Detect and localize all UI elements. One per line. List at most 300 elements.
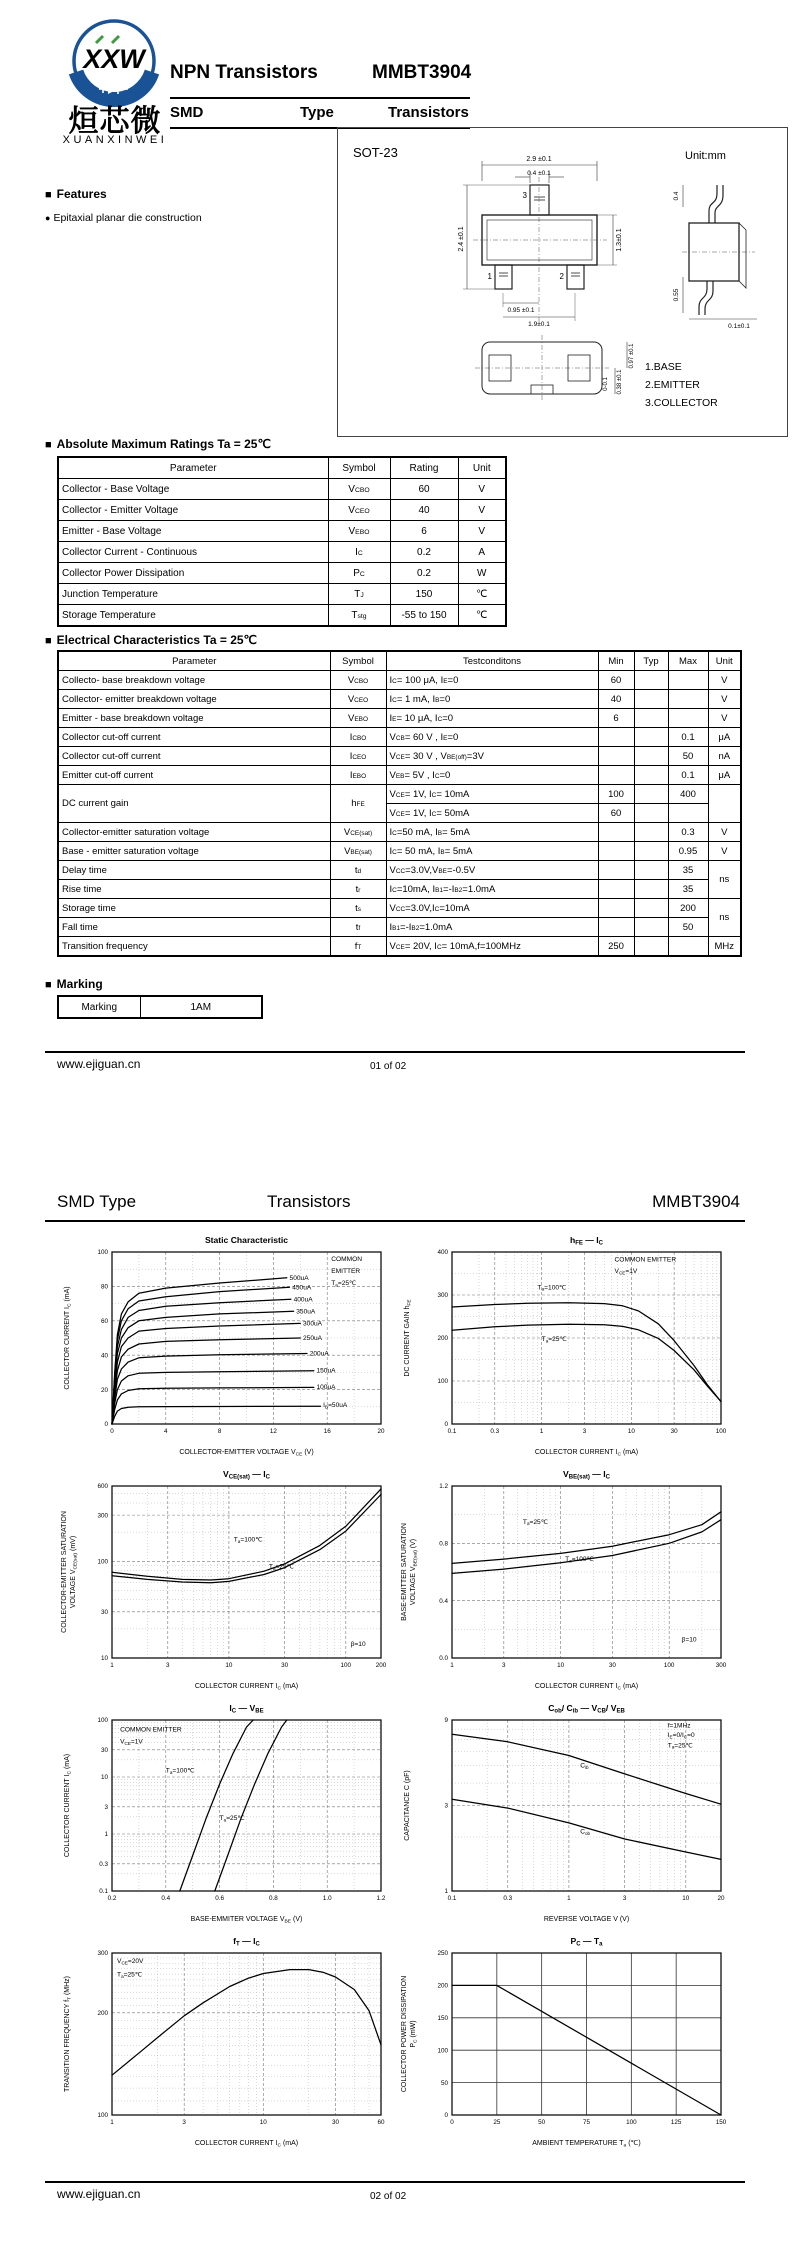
- amr-table-cell: Collector - Base Voltage: [58, 479, 328, 500]
- ec-table-header-cell: Symbol: [330, 651, 386, 671]
- y-tick-label: 0.0: [439, 1655, 448, 1663]
- ec-table-cell: [634, 785, 668, 804]
- series-line-ib-50ua: [112, 1406, 321, 1424]
- y-tick-label: 9: [444, 1717, 448, 1725]
- logo-mark-text: XXW: [83, 44, 145, 74]
- chart-ylabel: COLLECTOR CURRENT IC (mA): [64, 1753, 73, 1858]
- ec-table-cell: 60: [598, 671, 634, 690]
- ec-table-cell: [634, 918, 668, 937]
- package-side-view: [689, 185, 746, 315]
- ec-table-row: [58, 842, 741, 861]
- chart-annotation: $V_{CE}=1V$: [120, 1738, 143, 1746]
- ec-table-cell: IC=50 mA, IB= 5mA: [386, 823, 598, 842]
- amr-table-cell: 60: [390, 479, 458, 500]
- ec-table-cell: IC= 100 μA, IE=0: [386, 671, 598, 690]
- section-square-icon: ■: [45, 189, 52, 201]
- x-tick-label: 150: [715, 2119, 727, 2126]
- y-tick-label: 150: [437, 2015, 448, 2022]
- chart-annotation: 400uA: [293, 1296, 313, 1304]
- amr-table: [57, 456, 507, 627]
- amr-table-cell: VCBO: [328, 479, 390, 500]
- x-tick-label: 10: [627, 1428, 635, 1435]
- page2-header-rule: [45, 1220, 745, 1222]
- chart-annotation: $T_a=25℃$: [219, 1815, 245, 1823]
- amr-table-row: [58, 605, 506, 627]
- ec-table-cell: MHz: [708, 937, 741, 957]
- ec-heading: [45, 633, 257, 647]
- x-tick-label: 3: [182, 2119, 186, 2126]
- footer-page-number: 01 of 02: [370, 1061, 407, 1072]
- chart-annotation: $C_{ob}$: [580, 1828, 591, 1836]
- series-line-ta-100c: [452, 1520, 721, 1574]
- x-tick-label: 1: [110, 2119, 114, 2126]
- chart-annotation: $T_a=25℃$: [117, 1971, 143, 1980]
- ec-table-cell: [598, 842, 634, 861]
- chart-annotation: $T_a=25℃$: [331, 1279, 357, 1288]
- marking-table-cell: 1AM: [140, 996, 262, 1018]
- chart-vcesat: [58, 1466, 393, 1694]
- chart-hfe: [398, 1232, 733, 1460]
- y-tick-label: 0.1: [99, 1888, 108, 1896]
- doc-title: NPN Transistors: [170, 62, 318, 83]
- series-line-ib-250ua: [112, 1338, 300, 1424]
- ec-table-cell: [634, 842, 668, 861]
- x-tick-label: 0: [450, 2119, 454, 2126]
- x-tick-label: 200: [375, 1662, 387, 1669]
- chart-title: IC — VBE: [229, 1703, 264, 1715]
- chart-annotation: EMITTER: [331, 1267, 361, 1275]
- ec-table-header-row: [58, 651, 741, 671]
- ec-table-cell: [668, 671, 708, 690]
- x-tick-label: 0.1: [447, 1895, 457, 1902]
- x-tick-label: 0.6: [215, 1895, 224, 1902]
- amr-table-row: [58, 584, 506, 605]
- amr-table-cell: Collector - Emitter Voltage: [58, 500, 328, 521]
- chart-xlabel: COLLECTOR CURRENT IC (mA): [194, 1683, 299, 1692]
- chart-ylabel: VOLTAGE VCE(sat) (mV): [70, 1535, 79, 1609]
- x-tick-label: 0.2: [107, 1895, 117, 1902]
- ec-table-cell: ts: [330, 899, 386, 918]
- chart-vbesat: [398, 1466, 733, 1694]
- ec-table-cell: [598, 823, 634, 842]
- dim-label: 0.55: [673, 288, 680, 302]
- ec-table-cell: VEB= 5V , IC=0: [386, 766, 598, 785]
- x-tick-label: 1.0: [322, 1895, 332, 1902]
- footer-site: www.ejiguan.cn: [57, 2187, 141, 2201]
- chart-xlabel: COLLECTOR CURRENT IC (mA): [534, 1449, 639, 1458]
- subtitle-smd: SMD: [170, 104, 204, 121]
- chart-svg-hfe: [398, 1232, 733, 1460]
- y-tick-label: 1: [444, 1888, 448, 1896]
- footer-page-number: 02 of 02: [370, 2191, 407, 2202]
- marking-table-row: [58, 996, 262, 1018]
- amr-table-cell: V: [458, 521, 506, 542]
- ec-table-cell: [634, 880, 668, 899]
- ec-table-cell: 250: [598, 937, 634, 957]
- x-tick-label: 3: [166, 1662, 170, 1669]
- ec-table-cell: fT: [330, 937, 386, 957]
- amr-table-row: [58, 563, 506, 584]
- chart-svg-ft: [58, 1933, 393, 2151]
- chart-annotation: $T_a=25℃$: [522, 1518, 549, 1527]
- subtitle-type: Type: [300, 104, 334, 121]
- chart-annotation: $T_a=100℃$: [165, 1767, 195, 1775]
- ec-table-row: [58, 918, 741, 937]
- chart-cap: [398, 1700, 733, 1927]
- dim-label: 0.1±0.1: [728, 323, 750, 330]
- x-tick-label: 0.8: [269, 1895, 278, 1902]
- amr-table-cell: 0.2: [390, 563, 458, 584]
- bullet-dot-icon: ●: [45, 213, 51, 223]
- features-heading: [45, 187, 107, 201]
- chart-title: Static Characteristic: [204, 1235, 289, 1245]
- ec-table-cell: VCC=3.0V,VBE=-0.5V: [386, 861, 598, 880]
- ec-table-cell: tr: [330, 880, 386, 899]
- series-line-ib-100ua: [112, 1387, 314, 1424]
- y-tick-label: 0.8: [439, 1540, 448, 1548]
- chart-annotation: 350uA: [296, 1308, 316, 1316]
- x-tick-label: 10: [225, 1662, 233, 1669]
- ec-table-cell: 0.3: [668, 823, 708, 842]
- y-tick-label: 0: [444, 2112, 448, 2120]
- chart-ylabel: PC (mW): [410, 2020, 419, 2048]
- y-tick-label: 30: [100, 1609, 108, 1617]
- amr-table-row: [58, 542, 506, 563]
- ec-table-cell: 0.1: [668, 766, 708, 785]
- chart-annotation: $T_a=25℃$: [268, 1563, 295, 1572]
- chart-svg-static: [58, 1232, 393, 1460]
- ec-table-cell: [634, 690, 668, 709]
- ec-table-row: [58, 690, 741, 709]
- pin-legend-collector: 3.COLLECTOR: [645, 397, 718, 409]
- dim-label: 1.3±0.1: [616, 228, 623, 252]
- amr-table-cell: VCEO: [328, 500, 390, 521]
- ec-table-row: [58, 671, 741, 690]
- ec-table-cell: [634, 937, 668, 957]
- section-square-icon: ■: [45, 635, 52, 647]
- amr-table-cell: Junction Temperature: [58, 584, 328, 605]
- ec-table-cell: IC=10mA, IB1=-IB2=1.0mA: [386, 880, 598, 899]
- chart-ylabel: TRANSITION FREQUENCY fT (MHz): [64, 1975, 73, 2093]
- ec-table-cell: 0.1: [668, 728, 708, 747]
- chart-xlabel: COLLECTOR CURRENT IC (mA): [534, 1683, 639, 1692]
- pin-number: 3: [522, 191, 527, 200]
- y-tick-label: 300: [97, 1950, 108, 1958]
- ec-table-cell: μA: [708, 728, 741, 747]
- x-tick-label: 75: [582, 2119, 591, 2126]
- ec-table-cell: Collector- emitter breakdown voltage: [58, 690, 330, 709]
- ec-table-cell: Emitter cut-off current: [58, 766, 330, 785]
- amr-table-cell: ℃: [458, 605, 506, 627]
- y-tick-label: 1.2: [439, 1483, 448, 1491]
- package-drawing: [337, 127, 788, 437]
- y-tick-label: 300: [437, 1292, 448, 1300]
- ec-table-header-cell: Parameter: [58, 651, 330, 671]
- chart-ylabel: COLLECTOR POWER DISSIPATION: [401, 1975, 408, 2093]
- y-tick-label: 600: [97, 1483, 108, 1491]
- chart-title: Cob/ Cib — VCB/ VEB: [548, 1703, 625, 1715]
- ec-table-cell: [634, 709, 668, 728]
- x-tick-label: 1: [567, 1895, 571, 1902]
- series-line-ib-500ua: [112, 1278, 287, 1424]
- package-unit: Unit:mm: [685, 150, 726, 162]
- chart-annotation: $V_{CE}=1V$: [614, 1267, 638, 1276]
- amr-table-cell: 40: [390, 500, 458, 521]
- ec-table-cell: [634, 747, 668, 766]
- ec-table-cell: IB1=-IB2=1.0mA: [386, 918, 598, 937]
- amr-table-cell: PC: [328, 563, 390, 584]
- ec-table-row: [58, 861, 741, 880]
- y-tick-label: 200: [437, 1335, 448, 1343]
- x-tick-label: 0.1: [447, 1428, 457, 1435]
- ec-table-cell: 200: [668, 899, 708, 918]
- ec-table-cell: 50: [668, 747, 708, 766]
- ec-table-cell: [668, 937, 708, 957]
- ec-table-cell: [634, 728, 668, 747]
- page2-header-center: Transistors: [267, 1192, 351, 1211]
- y-tick-label: 100: [97, 1558, 108, 1566]
- chart-ylabel: CAPACITANCE C (pF): [404, 1770, 411, 1841]
- amr-table-cell: VEBO: [328, 521, 390, 542]
- ec-table-cell: V: [708, 842, 741, 861]
- ec-table-cell: [668, 804, 708, 823]
- ec-table-cell: 35: [668, 861, 708, 880]
- chart-ylabel: BASE-EMITTER SATURATION: [401, 1523, 408, 1621]
- series-line-ft: [112, 1970, 381, 2076]
- x-tick-label: 0.3: [503, 1895, 513, 1902]
- ec-table-cell: ICBO: [330, 728, 386, 747]
- chart-annotation: $V_{CE}=20V$: [117, 1958, 144, 1966]
- x-tick-label: 8: [217, 1428, 222, 1435]
- amr-table-cell: Collector Current - Continuous: [58, 542, 328, 563]
- ec-table-cell: VCE= 1V, IC= 50mA: [386, 804, 598, 823]
- chart-annotation: $T_a=100℃$: [565, 1556, 594, 1564]
- y-tick-label: 300: [97, 1512, 108, 1520]
- x-tick-label: 16: [323, 1428, 331, 1435]
- y-tick-label: 80: [100, 1283, 108, 1291]
- ec-table-cell: Transition frequency: [58, 937, 330, 957]
- x-tick-label: 30: [281, 1662, 289, 1669]
- ec-table-row: [58, 728, 741, 747]
- chart-xlabel: COLLECTOR-EMITTER VOLTAGE VCE (V): [179, 1449, 314, 1458]
- series-line-ta-25c: [452, 1324, 721, 1401]
- ec-table-cell: VCC=3.0V,IC=10mA: [386, 899, 598, 918]
- chart-annotation: COMMON EMITTER: [614, 1256, 677, 1264]
- amr-table-row: [58, 479, 506, 500]
- x-tick-label: 1.2: [376, 1895, 386, 1902]
- ec-table-cell: 60: [598, 804, 634, 823]
- amr-table-header-cell: Parameter: [58, 457, 328, 479]
- series-line-ta-100c: [452, 1303, 721, 1402]
- ec-table-cell: [634, 899, 668, 918]
- chart-svg-cap: [398, 1700, 733, 1927]
- pin-number: 2: [559, 272, 564, 281]
- ec-table-cell: V: [708, 671, 741, 690]
- ec-table-cell: 6: [598, 709, 634, 728]
- amr-table-cell: 6: [390, 521, 458, 542]
- amr-table-cell: V: [458, 500, 506, 521]
- ec-table-cell: DC current gain: [58, 785, 330, 823]
- ec-heading-label: Electrical Characteristics Ta = 25℃: [56, 633, 258, 647]
- chart-annotation: $T_a=100℃$: [233, 1536, 263, 1544]
- ec-table-cell: VCE= 1V, IC= 10mA: [386, 785, 598, 804]
- chart-xlabel: BASE-EMMITER VOLTAGE VBE (V): [190, 1916, 303, 1925]
- chart-ylabel: VOLTAGE VBE(sat) (V): [410, 1538, 419, 1606]
- x-tick-label: 300: [715, 1662, 727, 1669]
- y-tick-label: 100: [97, 1717, 108, 1725]
- x-tick-label: 20: [377, 1428, 385, 1435]
- chart-svg-pc: [398, 1933, 733, 2151]
- amr-table-row: [58, 521, 506, 542]
- subtitle-transistors: Transistors: [388, 104, 469, 121]
- ec-table-cell: [598, 899, 634, 918]
- y-tick-label: 100: [437, 1378, 448, 1386]
- ec-table-cell: [708, 785, 741, 823]
- chart-annotation: β=10: [681, 1636, 697, 1644]
- x-tick-label: 50: [538, 2119, 546, 2126]
- x-tick-label: 30: [608, 1662, 616, 1669]
- y-tick-label: 100: [437, 2047, 448, 2055]
- marking-heading-label: Marking: [56, 977, 103, 991]
- ec-table-cell: VBE(sat): [330, 842, 386, 861]
- amr-heading-label: Absolute Maximum Ratings Ta = 25℃: [56, 437, 271, 451]
- y-tick-label: 200: [437, 1982, 448, 1990]
- y-tick-label: 100: [97, 2112, 108, 2120]
- ec-table-cell: IE= 10 μA, IC=0: [386, 709, 598, 728]
- amr-table-header-cell: Symbol: [328, 457, 390, 479]
- amr-table-cell: V: [458, 479, 506, 500]
- ec-table-cell: [668, 690, 708, 709]
- amr-table-header-cell: Unit: [458, 457, 506, 479]
- ec-table-cell: [634, 766, 668, 785]
- section-square-icon: ■: [45, 979, 52, 991]
- ec-table-cell: 100: [598, 785, 634, 804]
- ec-table-row: [58, 880, 741, 899]
- ec-table-cell: Collector-emitter saturation voltage: [58, 823, 330, 842]
- ec-table-cell: [598, 861, 634, 880]
- logo-en-text: XUANXINWEI: [62, 134, 168, 146]
- chart-title: hFE — IC: [569, 1235, 604, 1247]
- chart-annotation: $I_B=50uA$: [323, 1402, 348, 1410]
- y-tick-label: 100: [97, 1249, 108, 1257]
- amr-table-cell: IC: [328, 542, 390, 563]
- ec-table-cell: [634, 823, 668, 842]
- x-tick-label: 10: [259, 2119, 267, 2126]
- marking-heading: [45, 977, 103, 991]
- ec-table-cell: 35: [668, 880, 708, 899]
- ec-table-cell: [598, 918, 634, 937]
- amr-table-cell: -55 to 150: [390, 605, 458, 627]
- ec-table-cell: V: [708, 823, 741, 842]
- amr-heading: [45, 437, 271, 451]
- x-tick-label: 10: [557, 1662, 565, 1669]
- ec-table-cell: Base - emitter saturation voltage: [58, 842, 330, 861]
- chart-annotation: 200uA: [309, 1350, 329, 1358]
- feature-item-label: Epitaxial planar die construction: [53, 212, 202, 224]
- amr-table-row: [58, 500, 506, 521]
- ec-table-row: [58, 937, 741, 957]
- ec-table-cell: td: [330, 861, 386, 880]
- ec-table-cell: Collecto- base breakdown voltage: [58, 671, 330, 690]
- ec-table-cell: hFE: [330, 785, 386, 823]
- pin-number: 1: [487, 272, 492, 281]
- footer-rule: [45, 1051, 745, 1053]
- ec-table-cell: ns: [708, 861, 741, 899]
- footer-rule: [45, 2181, 745, 2183]
- y-tick-label: 0: [444, 1421, 448, 1429]
- ec-table-cell: Delay time: [58, 861, 330, 880]
- y-tick-label: 20: [100, 1386, 108, 1394]
- chart-ylabel: COLLECTOR-EMITTER SATURATION: [61, 1511, 68, 1633]
- pin-legend-base: 1.BASE: [645, 361, 682, 373]
- dim-label: 0.4: [673, 191, 680, 201]
- x-tick-label: 10: [682, 1895, 690, 1902]
- amr-table-header-cell: Rating: [390, 457, 458, 479]
- ec-table-cell: 40: [598, 690, 634, 709]
- dim-label: 2.9 ±0.1: [526, 156, 552, 163]
- x-tick-label: 0.3: [490, 1428, 500, 1435]
- dim-label: 0.38 ±0.1: [617, 369, 623, 395]
- ec-table-cell: tf: [330, 918, 386, 937]
- ec-table-row: [58, 785, 741, 804]
- y-tick-label: 60: [100, 1318, 108, 1325]
- ec-table-cell: Storage time: [58, 899, 330, 918]
- ec-table-cell: ICEO: [330, 747, 386, 766]
- x-tick-label: 1: [110, 1662, 114, 1669]
- y-tick-label: 0: [104, 1421, 108, 1429]
- chart-svg-vcesat: [58, 1466, 393, 1694]
- chart-title: VBE(sat) — IC: [563, 1469, 610, 1481]
- ec-table-cell: Fall time: [58, 918, 330, 937]
- marking-table: [57, 995, 263, 1019]
- chart-ylabel: COLLECTOR CURRENT IC (mA): [64, 1286, 73, 1390]
- x-tick-label: 60: [377, 2119, 385, 2126]
- y-tick-label: 3: [104, 1804, 108, 1812]
- part-number: MMBT3904: [372, 62, 472, 83]
- y-tick-label: 200: [97, 2009, 108, 2017]
- ec-table-cell: V: [708, 690, 741, 709]
- chart-svg-vbesat: [398, 1466, 733, 1694]
- pin-legend-emitter: 2.EMITTER: [645, 379, 700, 391]
- chart-annotation: $T_a=25℃$: [667, 1742, 693, 1750]
- chart-title: fT — IC: [233, 1936, 260, 1948]
- chart-annotation: 450uA: [292, 1284, 312, 1292]
- ec-table-cell: [634, 671, 668, 690]
- y-tick-label: 10: [100, 1774, 108, 1782]
- ec-table-row: [58, 747, 741, 766]
- x-tick-label: 30: [331, 2119, 339, 2126]
- ec-table-cell: IC= 1 mA, IB=0: [386, 690, 598, 709]
- chart-static: [58, 1232, 393, 1460]
- ec-table-row: [58, 709, 741, 728]
- footer-site: www.ejiguan.cn: [57, 1057, 141, 1071]
- x-tick-label: 1: [539, 1428, 544, 1435]
- ec-table-row: [58, 766, 741, 785]
- x-tick-label: 100: [663, 1662, 675, 1669]
- section-square-icon: ■: [45, 439, 52, 451]
- ec-table-cell: VCBO: [330, 671, 386, 690]
- x-tick-label: 4: [164, 1428, 168, 1435]
- x-tick-label: 3: [622, 1895, 627, 1902]
- amr-table-cell: ℃: [458, 584, 506, 605]
- y-tick-label: 3: [444, 1802, 448, 1810]
- ec-table-cell: [598, 728, 634, 747]
- ec-table-cell: Rise time: [58, 880, 330, 899]
- chart-annotation: β=10: [350, 1640, 366, 1648]
- ec-table-cell: VCE= 20V, IC= 10mA,f=100MHz: [386, 937, 598, 957]
- y-tick-label: 50: [440, 2079, 448, 2087]
- amr-table-cell: Collector Power Dissipation: [58, 563, 328, 584]
